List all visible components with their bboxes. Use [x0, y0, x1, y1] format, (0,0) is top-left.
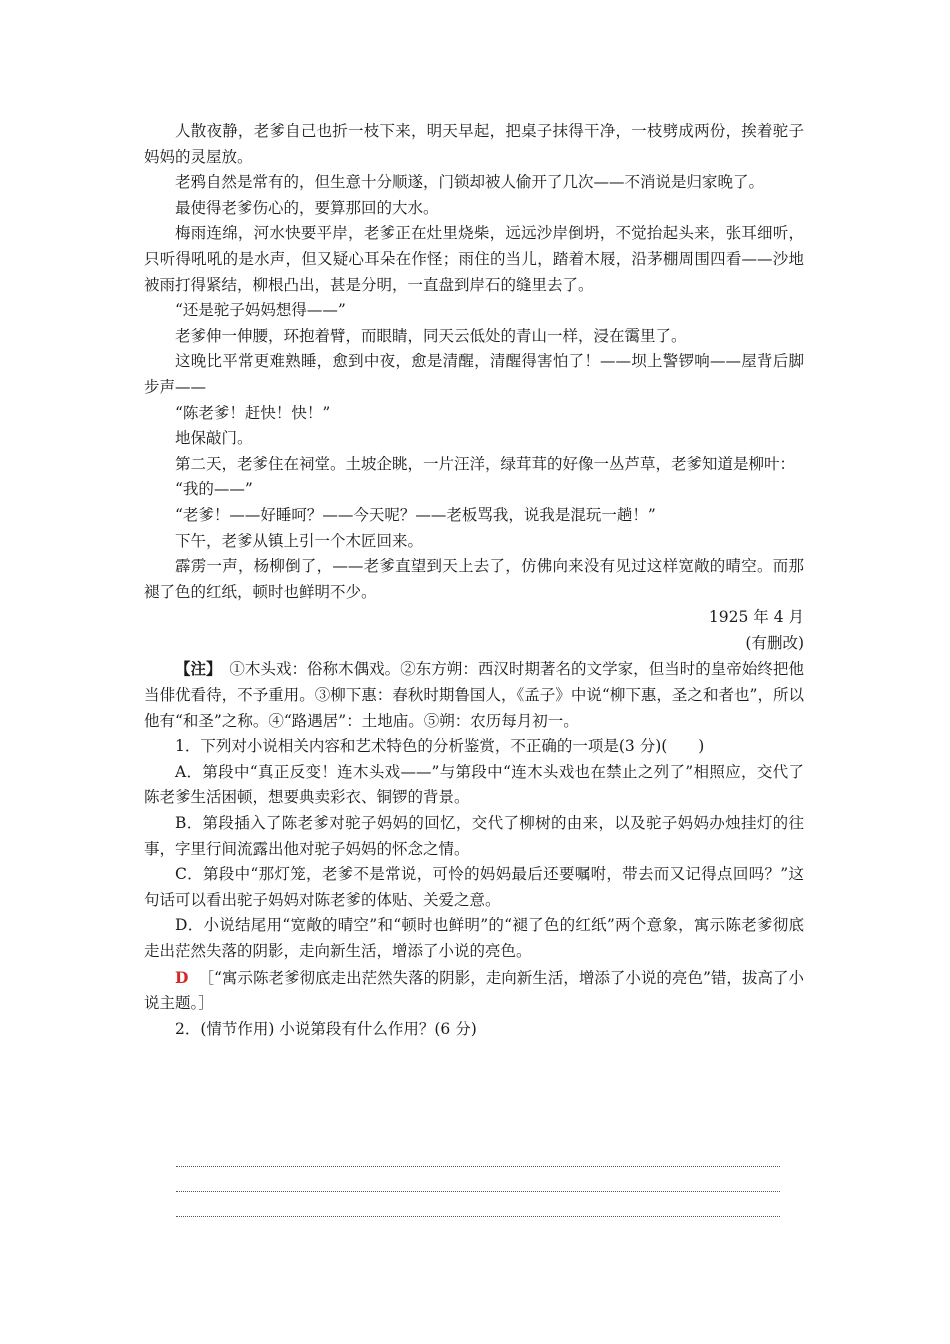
story-paragraph: 地保敲门。	[175, 429, 253, 448]
question-1-option-a: A．第段中“真正反变！连木头戏——”与第段中“连木头戏也在禁止之列了”相照应，交代了陈老爹生活困顿，想要典卖彩衣、铜锣的背景。	[144, 762, 804, 807]
story-paragraph: 人散夜静，老爹自己也折一枝下来，明天早起，把桌子抹得干净，一枝劈成两份，挨着驼子妈妈的灵屋放。	[144, 122, 804, 166]
story-paragraph: 最使得老爹伤心的，要算那回的大水。	[175, 198, 439, 217]
answer-line[interactable]	[176, 1216, 780, 1217]
question-1-answer	[144, 965, 804, 1017]
story-dialogue: “还是驼子妈妈想得——”	[175, 301, 346, 320]
answer-letter: D	[175, 967, 189, 987]
question-1-option-d: D．小说结尾用“宽敞的晴空”和“顿时也鲜明”的“褪了色的红纸”两个意象，寓示陈老爹彻底走出茫然失落的阴影，走向新生活，增添了小说的亮色。	[144, 916, 804, 960]
story-date: 1925 年 4 月	[708, 608, 804, 627]
story-paragraph: 老爹伸一伸腰，环抱着臂，而眼睛，同天云低处的青山一样，浸在霭里了。	[175, 326, 687, 345]
footnote	[144, 656, 804, 734]
story-paragraph: 这晚比平常更难熟睡，愈到中夜，愈是清醒，清醒得害怕了！——坝上警锣响——屋背后脚步声——	[144, 352, 804, 396]
answer-line[interactable]	[176, 1191, 780, 1192]
answer-area[interactable]	[176, 1166, 780, 1241]
story-dialogue: “陈老爹！赶快！快！”	[175, 403, 331, 422]
story-paragraph: 第二天，老爹住在祠堂。土坡企眺，一片汪洋，绿茸茸的好像一丛芦草，老爹知道是柳叶：	[175, 454, 796, 473]
story-paragraph: 下午，老爹从镇上引一个木匠回来。	[175, 531, 424, 550]
footnote-text: ①木头戏：俗称木偶戏。②东方朔：西汉时期著名的文学家，但当时的皇帝始终把他当俳优看待，不予重用。③柳下惠：春秋时期鲁国人，《孟子》中说“柳下惠，圣之和者也”，所以他有“和圣”之称。④“路遇居”：土地庙。⑤朔：农历每月初一。	[144, 660, 804, 730]
answer-explanation: ［“寓示陈老爹彻底走出茫然失落的阴影，走向新生活，增添了小说的亮色”错，拔高了小说主题。］	[144, 968, 804, 1013]
story-edit-note: (有删改)	[745, 633, 804, 652]
story-paragraph: 老鸦自然是常有的，但生意十分顺遂，门锁却被人偷开了几次——不消说是归家晚了。	[175, 173, 765, 192]
question-2-stem: 2．(情节作用) 小说第段有什么作用？(6 分)	[175, 1019, 477, 1038]
story-dialogue: “老爹！——好睡呵？——今天呢？——老板骂我，说我是混玩一趟！”	[175, 505, 656, 524]
document-body	[144, 119, 804, 1042]
answer-line[interactable]	[176, 1166, 780, 1167]
story-paragraph: 梅雨连绵，河水快要平岸，老爹正在灶里烧柴，远远沙岸倒坍，不觉抬起头来，张耳细听，只听得吼吼的是水声，但又疑心耳朵在作怪；雨住的当儿，踏着木屐，沿茅棚周围四看——沙地被雨打得紧结，柳根凸出，甚是分明，一直盘到岸石的缝里去了。	[144, 224, 804, 294]
question-1-option-b: B．第段插入了陈老爹对驼子妈妈的回忆，交代了柳树的由来，以及驼子妈妈办烛挂灯的往事，字里行间流露出他对驼子妈妈的怀念之情。	[144, 814, 804, 858]
story-paragraph: 霹雳一声，杨柳倒了，——老爹直望到天上去了，仿佛向来没有见过这样宽敞的晴空。而那褪了色的红纸，顿时也鲜明不少。	[144, 557, 804, 601]
story-dialogue: “我的——”	[175, 480, 253, 499]
question-1-stem: 1．下列对小说相关内容和艺术特色的分析鉴赏，不正确的一项是(3 分)( )	[175, 737, 705, 756]
footnote-label: 【注】	[175, 659, 214, 679]
question-1-option-c: C．第段中“那灯笼，老爹不是常说，可怜的妈妈最后还要嘱咐，带去而又记得点回吗？”这句话可以看出驼子妈妈对陈老爹的体贴、关爱之意。	[144, 865, 804, 909]
